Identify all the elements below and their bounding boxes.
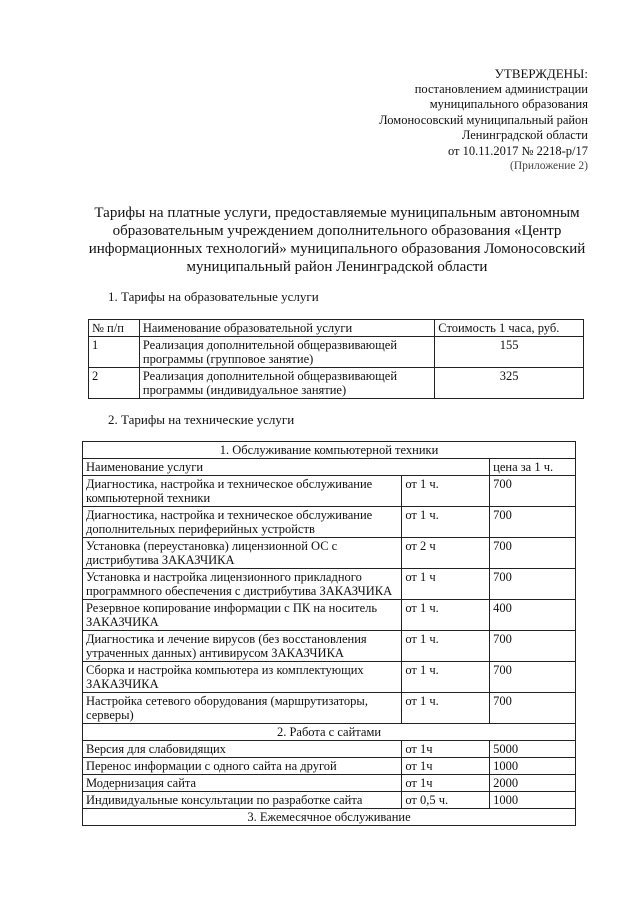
group-title-row: [83, 809, 576, 826]
service-unit: от 1ч: [402, 741, 490, 758]
service-price: 1000: [490, 758, 576, 775]
table-row: [83, 792, 576, 809]
technical-tariffs-table: [82, 441, 576, 826]
service-unit: от 2 ч: [402, 538, 490, 569]
service-unit: от 1ч: [402, 775, 490, 792]
table-row: [83, 538, 576, 569]
header-cell: № п/п: [89, 320, 140, 337]
service-name: Установка и настройка лицензионного прикладного программного обеспечения с дистрибутива ЗАКАЗЧИКА: [83, 569, 402, 600]
service-name: Версия для слабовидящих: [83, 741, 402, 758]
service-price: 700: [490, 662, 576, 693]
group-title: 2. Работа с сайтами: [83, 724, 576, 741]
service-unit: от 1 ч.: [402, 662, 490, 693]
approval-block: [379, 66, 588, 175]
service-name: Сборка и настройка компьютера из комплектующих ЗАКАЗЧИКА: [83, 662, 402, 693]
service-price: 1000: [490, 792, 576, 809]
approval-line: от 10.11.2017 № 2218-р/17: [447, 143, 588, 158]
group-title-row: [83, 442, 576, 459]
service-name: Перенос информации с одного сайта на другой: [83, 758, 402, 775]
header-cell: цена за 1 ч.: [490, 459, 576, 476]
service-unit: от 1 ч.: [402, 693, 490, 724]
appendix-label: (Приложение 2): [509, 160, 588, 172]
row-number: 1: [89, 337, 140, 368]
service-unit: от 1 ч.: [402, 507, 490, 538]
service-unit: от 0,5 ч.: [402, 792, 490, 809]
group-title: 3. Ежемесячное обслуживание: [83, 809, 576, 826]
education-tariffs-table: [88, 319, 584, 399]
table-row: [83, 741, 576, 758]
service-name: Диагностика, настройка и техническое обслуживание дополнительных периферийных устройств: [83, 507, 402, 538]
service-name: Установка (переустановка) лицензионной ОС с дистрибутива ЗАКАЗЧИКА: [83, 538, 402, 569]
table-header-row: [89, 320, 584, 337]
table-row: [89, 337, 584, 368]
service-unit: от 1 ч.: [402, 600, 490, 631]
table-row: [83, 693, 576, 724]
table-row: [83, 476, 576, 507]
service-name: Диагностика и лечение вирусов (без восстановления утраченных данных) антивирусом ЗАКАЗЧИКА: [83, 631, 402, 662]
table-row: [83, 600, 576, 631]
service-unit: от 1ч: [402, 758, 490, 775]
service-price: 400: [490, 600, 576, 631]
service-name: Реализация дополнительной общеразвивающей программы (индивидуальное занятие): [139, 368, 434, 399]
document-title: Тарифы на платные услуги, предоставляемые муниципальным автономным образовательным учреждением дополнительного образования «Центр информационных технологий» муниципального образования Ломоносовский муниципальный район Ленинградской области: [88, 205, 586, 275]
approval-line: муниципального образования: [429, 97, 588, 111]
table-row: [83, 631, 576, 662]
service-price: 700: [490, 476, 576, 507]
group-title-row: [83, 724, 576, 741]
row-number: 2: [89, 368, 140, 399]
service-unit: от 1 ч.: [402, 476, 490, 507]
header-cell: Стоимость 1 часа, руб.: [435, 320, 584, 337]
service-price: 700: [490, 538, 576, 569]
service-name: Настройка сетевого оборудования (маршрутизаторы, серверы): [83, 693, 402, 724]
header-cell: Наименование образовательной услуги: [139, 320, 434, 337]
service-price: 325: [435, 368, 584, 399]
approval-line: Ломоносовский муниципальный район: [379, 112, 588, 127]
service-price: 155: [435, 337, 584, 368]
service-price: 2000: [490, 775, 576, 792]
table-row: [83, 775, 576, 792]
service-unit: от 1 ч.: [402, 631, 490, 662]
table-row: [83, 758, 576, 775]
service-unit: от 1 ч: [402, 569, 490, 600]
service-name: Модернизация сайта: [83, 775, 402, 792]
service-name: Индивидуальные консультации по разработке сайта: [83, 792, 402, 809]
service-name: Диагностика, настройка и техническое обслуживание компьютерной техники: [83, 476, 402, 507]
service-name: Резервное копирование информации с ПК на носитель ЗАКАЗЧИКА: [83, 600, 402, 631]
header-cell: Наименование услуги: [83, 459, 490, 476]
approval-line: Ленинградской области: [461, 128, 588, 142]
table-row: [83, 662, 576, 693]
section-2-heading: 2. Тарифы на технические услуги: [108, 412, 295, 427]
table-row: [89, 368, 584, 399]
approval-line: постановлением администрации: [414, 81, 588, 96]
section-1-heading: 1. Тарифы на образовательные услуги: [108, 289, 319, 304]
table-header-row: [83, 459, 576, 476]
approval-heading: УТВЕРЖДЕНЫ:: [494, 66, 588, 81]
table-row: [83, 507, 576, 538]
table-row: [83, 569, 576, 600]
service-price: 700: [490, 507, 576, 538]
service-price: 700: [490, 631, 576, 662]
service-name: Реализация дополнительной общеразвивающей программы (групповое занятие): [139, 337, 434, 368]
service-price: 5000: [490, 741, 576, 758]
service-price: 700: [490, 569, 576, 600]
group-title: 1. Обслуживание компьютерной техники: [83, 442, 576, 459]
service-price: 700: [490, 693, 576, 724]
